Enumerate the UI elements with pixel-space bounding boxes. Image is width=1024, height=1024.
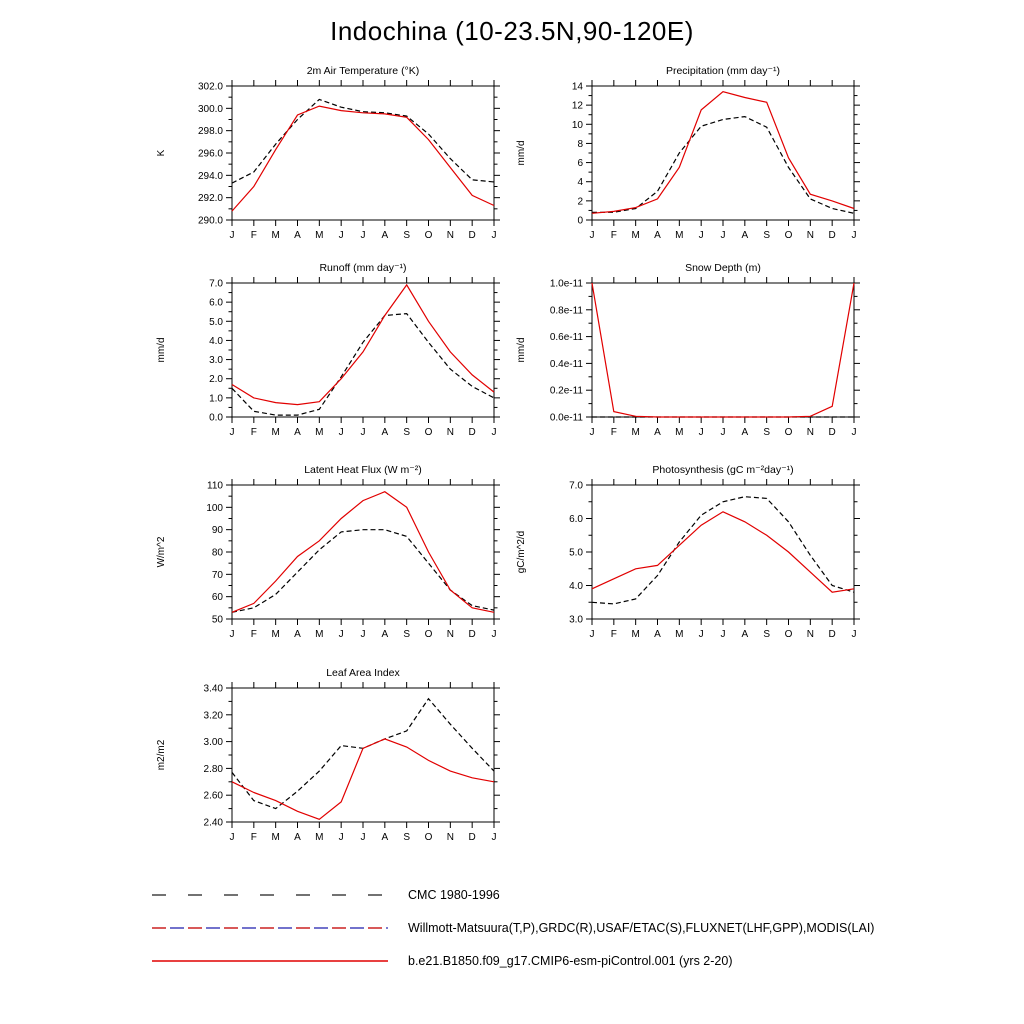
- svg-text:A: A: [381, 230, 389, 241]
- svg-text:Runoff (mm day⁻¹): Runoff (mm day⁻¹): [319, 262, 407, 274]
- svg-text:J: J: [698, 427, 704, 438]
- svg-text:A: A: [381, 629, 389, 640]
- chart-latent-heat-flux: [148, 459, 528, 664]
- svg-text:F: F: [250, 629, 257, 640]
- svg-text:A: A: [741, 230, 749, 241]
- svg-text:0.4e-11: 0.4e-11: [549, 358, 583, 370]
- svg-text:J: J: [720, 629, 726, 640]
- svg-text:J: J: [229, 832, 235, 843]
- svg-text:M: M: [315, 230, 324, 241]
- svg-text:J: J: [360, 832, 366, 843]
- svg-text:4: 4: [577, 177, 583, 189]
- svg-text:90: 90: [211, 525, 223, 537]
- svg-text:S: S: [763, 427, 771, 438]
- svg-text:D: D: [828, 629, 836, 640]
- svg-text:J: J: [698, 629, 704, 640]
- legend-entry-willmott: [150, 911, 1010, 944]
- svg-text:J: J: [720, 427, 726, 438]
- svg-text:J: J: [338, 629, 344, 640]
- svg-text:0.8e-11: 0.8e-11: [549, 305, 583, 317]
- svg-text:4.0: 4.0: [209, 335, 223, 347]
- svg-text:0.2e-11: 0.2e-11: [549, 385, 583, 397]
- svg-text:J: J: [338, 832, 344, 843]
- svg-text:O: O: [424, 427, 433, 438]
- svg-text:M: M: [631, 427, 640, 438]
- svg-text:J: J: [360, 230, 366, 241]
- svg-text:D: D: [468, 629, 476, 640]
- svg-text:2.0: 2.0: [209, 374, 223, 386]
- svg-text:J: J: [491, 230, 497, 241]
- legend: [150, 878, 1010, 977]
- svg-text:J: J: [229, 230, 235, 241]
- svg-text:302.0: 302.0: [197, 81, 223, 93]
- svg-text:O: O: [424, 230, 433, 241]
- svg-text:S: S: [763, 230, 771, 241]
- svg-text:A: A: [741, 629, 749, 640]
- svg-text:3.20: 3.20: [203, 710, 223, 722]
- svg-text:0: 0: [577, 215, 583, 227]
- svg-text:1.0: 1.0: [209, 393, 223, 405]
- svg-text:J: J: [720, 230, 726, 241]
- chart-snow-depth: [508, 257, 888, 462]
- svg-text:296.0: 296.0: [197, 148, 223, 160]
- svg-text:60: 60: [211, 592, 223, 604]
- svg-text:A: A: [294, 629, 301, 640]
- svg-text:M: M: [271, 629, 280, 640]
- svg-text:100: 100: [206, 502, 223, 514]
- svg-text:J: J: [589, 629, 595, 640]
- svg-text:N: N: [446, 427, 454, 438]
- svg-text:290.0: 290.0: [197, 215, 223, 227]
- chart-2m-air-temperature: [148, 60, 528, 265]
- svg-text:J: J: [589, 230, 595, 241]
- svg-text:70: 70: [211, 569, 223, 581]
- svg-text:4.0: 4.0: [569, 581, 583, 592]
- svg-text:6.0: 6.0: [209, 297, 223, 309]
- svg-text:F: F: [250, 230, 257, 241]
- svg-text:mm/d: mm/d: [156, 337, 167, 363]
- chart-leaf-area-index: [148, 662, 528, 867]
- svg-text:50: 50: [211, 614, 223, 626]
- svg-text:F: F: [250, 427, 257, 438]
- svg-text:8: 8: [577, 138, 583, 150]
- svg-text:F: F: [610, 427, 617, 438]
- svg-text:M: M: [631, 230, 640, 241]
- chart-photosynthesis: [508, 459, 888, 664]
- svg-text:S: S: [403, 629, 411, 640]
- svg-text:3.40: 3.40: [203, 683, 223, 695]
- svg-text:M: M: [675, 427, 684, 438]
- svg-text:M: M: [271, 230, 280, 241]
- svg-text:M: M: [271, 832, 280, 843]
- svg-text:2.60: 2.60: [203, 790, 223, 802]
- svg-text:A: A: [381, 427, 389, 438]
- svg-text:O: O: [784, 230, 793, 241]
- svg-text:A: A: [654, 629, 661, 640]
- legend-line-sample-model: [150, 954, 390, 968]
- svg-text:2m Air Temperature (°K): 2m Air Temperature (°K): [306, 65, 420, 77]
- svg-text:W/m^2: W/m^2: [156, 536, 167, 568]
- svg-text:Leaf Area Index: Leaf Area Index: [326, 667, 400, 679]
- svg-text:5.0: 5.0: [209, 316, 223, 328]
- svg-text:J: J: [338, 230, 344, 241]
- svg-text:S: S: [403, 427, 411, 438]
- svg-text:12: 12: [571, 100, 583, 112]
- svg-text:A: A: [741, 427, 749, 438]
- svg-text:N: N: [806, 230, 814, 241]
- chart-precipitation: [508, 60, 888, 265]
- legend-entry-cmc: [150, 878, 1010, 911]
- svg-text:Precipitation (mm day⁻¹): Precipitation (mm day⁻¹): [665, 65, 781, 77]
- svg-text:A: A: [654, 230, 661, 241]
- svg-text:gC/m^2/d: gC/m^2/d: [516, 530, 527, 574]
- svg-text:292.0: 292.0: [197, 193, 223, 205]
- svg-text:D: D: [468, 230, 476, 241]
- svg-text:M: M: [315, 427, 324, 438]
- svg-text:J: J: [229, 427, 235, 438]
- svg-text:O: O: [424, 832, 433, 843]
- legend-label-model: b.e21.B1850.f09_g17.CMIP6-esm-piControl.001 (yrs 2-20): [408, 953, 733, 968]
- svg-text:3.00: 3.00: [203, 737, 223, 749]
- svg-text:K: K: [156, 149, 167, 157]
- svg-text:J: J: [698, 230, 704, 241]
- svg-text:O: O: [784, 427, 793, 438]
- svg-text:Snow Depth (m): Snow Depth (m): [685, 262, 761, 274]
- svg-text:14: 14: [571, 81, 583, 93]
- svg-text:J: J: [491, 832, 497, 843]
- svg-text:A: A: [381, 832, 389, 843]
- svg-text:D: D: [828, 427, 836, 438]
- svg-text:J: J: [229, 629, 235, 640]
- svg-text:80: 80: [211, 547, 223, 559]
- svg-text:2: 2: [577, 196, 583, 208]
- svg-text:298.0: 298.0: [197, 126, 223, 138]
- svg-text:M: M: [631, 629, 640, 640]
- svg-text:N: N: [806, 427, 814, 438]
- svg-text:294.0: 294.0: [197, 170, 223, 182]
- legend-label-willmott: Willmott-Matsuura(T,P),GRDC(R),USAF/ETAC(S),FLUXNET(LHF,GPP),MODIS(LAI): [408, 920, 875, 935]
- svg-text:7.0: 7.0: [569, 480, 583, 492]
- svg-text:D: D: [828, 230, 836, 241]
- svg-text:M: M: [315, 832, 324, 843]
- svg-text:A: A: [654, 427, 661, 438]
- svg-text:7.0: 7.0: [209, 278, 223, 290]
- svg-text:M: M: [271, 427, 280, 438]
- svg-text:J: J: [851, 427, 857, 438]
- svg-text:0.0e-11: 0.0e-11: [549, 412, 583, 424]
- svg-text:6: 6: [577, 158, 583, 170]
- legend-line-sample-cmc: [150, 888, 390, 902]
- svg-text:J: J: [360, 629, 366, 640]
- legend-label-cmc: CMC 1980-1996: [408, 887, 500, 902]
- svg-text:A: A: [294, 832, 301, 843]
- svg-text:mm/d: mm/d: [516, 140, 527, 166]
- svg-text:D: D: [468, 832, 476, 843]
- svg-text:Latent Heat Flux (W m⁻²): Latent Heat Flux (W m⁻²): [304, 464, 422, 476]
- svg-text:N: N: [806, 629, 814, 640]
- svg-text:J: J: [491, 427, 497, 438]
- svg-text:3.0: 3.0: [569, 614, 583, 626]
- svg-text:A: A: [294, 230, 301, 241]
- svg-text:O: O: [424, 629, 433, 640]
- svg-text:F: F: [250, 832, 257, 843]
- svg-text:J: J: [360, 427, 366, 438]
- svg-text:3.0: 3.0: [209, 355, 223, 367]
- svg-text:J: J: [851, 629, 857, 640]
- svg-text:J: J: [851, 230, 857, 241]
- figure-title: Indochina (10-23.5N,90-120E): [330, 16, 694, 46]
- svg-text:S: S: [763, 629, 771, 640]
- svg-text:1.0e-11: 1.0e-11: [549, 278, 583, 290]
- chart-runoff: [148, 257, 528, 462]
- svg-text:2.40: 2.40: [203, 817, 223, 829]
- svg-text:5.0: 5.0: [569, 547, 583, 559]
- svg-text:N: N: [446, 230, 454, 241]
- svg-text:m2/m2: m2/m2: [156, 739, 167, 771]
- svg-text:10: 10: [571, 119, 583, 131]
- svg-text:mm/d: mm/d: [516, 337, 527, 363]
- svg-text:110: 110: [207, 480, 223, 492]
- svg-text:A: A: [294, 427, 301, 438]
- svg-text:F: F: [610, 629, 617, 640]
- svg-text:N: N: [446, 629, 454, 640]
- legend-line-sample-willmott: [150, 921, 390, 935]
- svg-text:O: O: [784, 629, 793, 640]
- svg-text:J: J: [338, 427, 344, 438]
- svg-text:M: M: [675, 230, 684, 241]
- svg-text:N: N: [446, 832, 454, 843]
- svg-text:300.0: 300.0: [197, 103, 223, 115]
- svg-text:2.80: 2.80: [203, 763, 223, 775]
- svg-text:Photosynthesis (gC m⁻²day⁻¹): Photosynthesis (gC m⁻²day⁻¹): [652, 464, 794, 476]
- svg-text:0.0: 0.0: [209, 412, 223, 424]
- svg-text:S: S: [403, 230, 411, 241]
- svg-text:D: D: [468, 427, 476, 438]
- svg-text:0.6e-11: 0.6e-11: [549, 332, 583, 344]
- svg-text:J: J: [589, 427, 595, 438]
- legend-entry-model: [150, 944, 1010, 977]
- svg-text:6.0: 6.0: [569, 514, 583, 525]
- svg-text:S: S: [403, 832, 411, 843]
- svg-text:M: M: [315, 629, 324, 640]
- svg-text:M: M: [675, 629, 684, 640]
- svg-text:F: F: [610, 230, 617, 241]
- svg-text:J: J: [491, 629, 497, 640]
